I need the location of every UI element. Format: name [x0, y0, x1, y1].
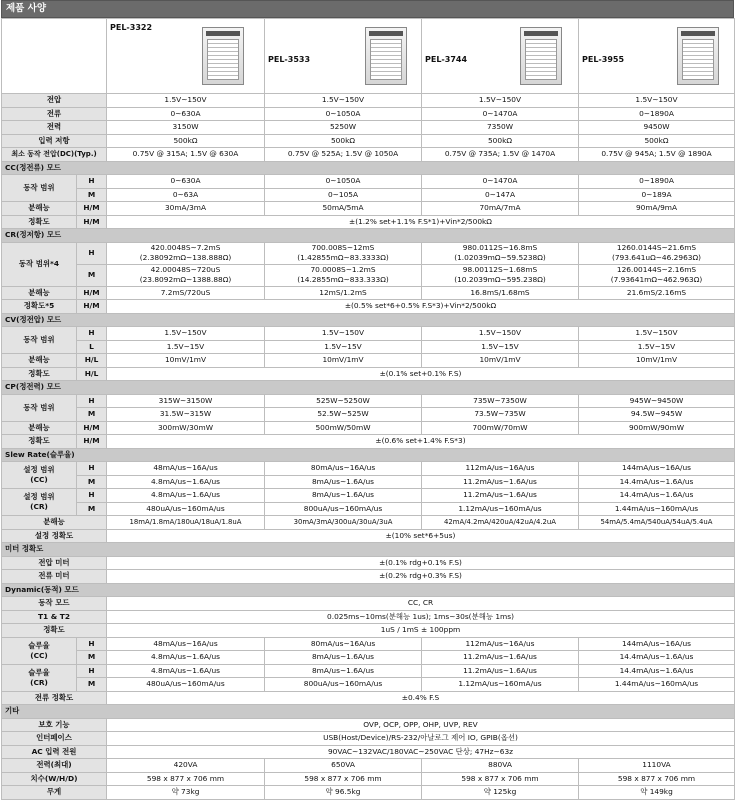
row-slew-cc-m: M 4.8mA/us~1.6A/us 8mA/us~1.6A/us 11.2mA/us~1.6A/us 14.4mA/us~1.6A/us	[2, 475, 735, 489]
row-cr-resolution: 분해능 H/M 7.2mS/720uS 12mS/1.2mS 16.8mS/1.68mS 21.6mS/2.16mS	[2, 286, 735, 300]
model-header-row	[2, 19, 735, 94]
spec-table	[1, 18, 735, 800]
product-image	[677, 27, 719, 85]
row-ac-input: AC 입력 전원 90VAC~132VAC/180VAC~250VAC 단상; 47Hz~63z	[2, 745, 735, 759]
row-protection: 보호 기능 OVP, OCP, OPP, OHP, UVP, REV	[2, 718, 735, 732]
row-cr-range-h: 동작 범위*4 H 420.0048S~7.2mS (2.38092mΩ~138.888Ω) 700.008S~12mS (1.42855mΩ~83.3333Ω) 980.0112S~16.8mS (1.02039mΩ~59.5238Ω) 1260.0144S~21.6mS (793.641uΩ~46.2963Ω)	[2, 242, 735, 264]
section-title-bar: 제품 사양	[1, 0, 734, 18]
row-dyn-cr-h: 슬루율 (CR) H 4.8mA/us~1.6A/us 8mA/us~1.6A/us 11.2mA/us~1.6A/us 14.4mA/us~1.6A/us	[2, 664, 735, 678]
row-dyn-cr-m: M 480uA/us~160mA/us 800uA/us~160mA/us 1.12mA/us~160mA/us 1.44mA/us~160mA/us	[2, 678, 735, 692]
row-weight: 무게 약 73kg 약 96.5kg 약 125kg 약 149kg	[2, 786, 735, 800]
row-dimensions: 치수(W/H/D) 598 x 877 x 706 mm 598 x 877 x 706 mm 598 x 877 x 706 mm 598 x 877 x 706 mm	[2, 772, 735, 786]
row-slew-cc-h: 설정 범위 (CC) H 48mA/us~16A/us 80mA/us~16A/us 112mA/us~16A/us 144mA/us~16A/us	[2, 462, 735, 476]
model-cell-2	[265, 19, 422, 94]
section-meter: 미터 정확도	[2, 543, 735, 557]
model-name: PEL-3955	[582, 55, 625, 64]
row-cp-accuracy: 정확도 H/M ±(0.6% set+1.4% F.S*3)	[2, 435, 735, 449]
row-current: 전류 0~630A 0~1050A 0~1470A 0~1890A	[2, 107, 735, 121]
row-dyn-accuracy: 정확도 1uS / 1mS ± 100ppm	[2, 624, 735, 638]
section-cp: CP(정전력) 모드	[2, 381, 735, 395]
model-name: PEL-3322	[110, 23, 153, 32]
row-slew-resolution: 분해능 18mA/1.8mA/180uA/18uA/1.8uA 30mA/3mA/300uA/30uA/3uA 42mA/4.2mA/420uA/42uA/4.2uA 54mA/5.4mA/540uA/54uA/5.4uA	[2, 516, 735, 530]
row-dyn-cc-m: M 4.8mA/us~1.6A/us 8mA/us~1.6A/us 11.2mA/us~1.6A/us 14.4mA/us~1.6A/us	[2, 651, 735, 665]
row-cp-range-h: 동작 범위 H 315W~3150W 525W~5250W 735W~7350W 945W~9450W	[2, 394, 735, 408]
row-cr-range-m: M 42.00048S~720uS (23.8092mΩ~1388.88Ω) 70.0008S~1.2mS (14.2855mΩ~833.333Ω) 98.00112S~1.68mS (10.2039mΩ~595.238Ω) 126.00144S~2.16mS (7.93641mΩ~462.963Ω)	[2, 264, 735, 286]
section-cc: CC(정전류) 모드	[2, 161, 735, 175]
row-cv-range-h: 동작 범위 H 1.5V~150V 1.5V~150V 1.5V~150V 1.5V~150V	[2, 327, 735, 341]
row-meter-voltage: 전압 미터 ±(0.1% rdg+0.1% F.S)	[2, 556, 735, 570]
row-voltage: 전압 1.5V~150V 1.5V~150V 1.5V~150V 1.5V~150V	[2, 94, 735, 108]
row-meter-current: 전류 미터 ±(0.2% rdg+0.3% F.S)	[2, 570, 735, 584]
row-power-max: 전력(최대) 420VA 650VA 880VA 1110VA	[2, 759, 735, 773]
model-cell-3	[422, 19, 579, 94]
section-slew-rate: Slew Rate(슬루율)	[2, 448, 735, 462]
row-dyn-mode: 동작 모드 CC, CR	[2, 597, 735, 611]
row-dyn-current-accuracy: 전류 정확도 ±0.4% F.S	[2, 691, 735, 705]
row-min-voltage: 최소 동작 전압(DC)(Typ.) 0.75V @ 315A; 1.5V @ 630A 0.75V @ 525A; 1.5V @ 1050A 0.75V @ 735A; 1.5V @ 1470A 0.75V @ 945A; 1.5V @ 1890A	[2, 148, 735, 162]
model-name: PEL-3533	[268, 55, 311, 64]
section-cr: CR(정저항) 모드	[2, 229, 735, 243]
row-cc-range-m: M 0~63A 0~105A 0~147A 0~189A	[2, 188, 735, 202]
row-cr-accuracy: 정확도*5 H/M ±(0.5% set*6+0.5% F.S*3)+Vin*2/500kΩ	[2, 300, 735, 314]
section-cv: CV(정전압) 모드	[2, 313, 735, 327]
row-cc-accuracy: 정확도 H/M ±(1.2% set+1.1% F.S*1)+Vin*2/500kΩ	[2, 215, 735, 229]
model-cell-4	[579, 19, 735, 94]
row-slew-cr-h: 설정 범위 (CR) H 4.8mA/us~1.6A/us 8mA/us~1.6A/us 11.2mA/us~1.6A/us 14.4mA/us~1.6A/us	[2, 489, 735, 503]
product-image	[520, 27, 562, 85]
row-cv-range-l: L 1.5V~15V 1.5V~15V 1.5V~15V 1.5V~15V	[2, 340, 735, 354]
row-power: 전력 3150W 5250W 7350W 9450W	[2, 121, 735, 135]
row-cp-range-m: M 31.5W~315W 52.5W~525W 73.5W~735W 94.5W~945W	[2, 408, 735, 422]
row-slew-cr-m: M 480uA/us~160mA/us 800uA/us~160mA/us 1.12mA/us~160mA/us 1.44mA/us~160mA/us	[2, 502, 735, 516]
row-dyn-t1t2: T1 & T2 0.025ms~10ms(분해능 1us); 1ms~30s(분해능 1ms)	[2, 610, 735, 624]
spec-sheet	[1, 0, 734, 800]
product-image	[202, 27, 244, 85]
row-slew-accuracy: 설정 정확도 ±(10% set*6+5us)	[2, 529, 735, 543]
row-input-resistance: 입력 저항 500kΩ 500kΩ 500kΩ 500kΩ	[2, 134, 735, 148]
product-image	[365, 27, 407, 85]
row-cc-range-h: 동작 범위 H 0~630A 0~1050A 0~1470A 0~1890A	[2, 175, 735, 189]
row-cp-resolution: 분해능 H/M 300mW/30mW 500mW/50mW 700mW/70mW 900mW/90mW	[2, 421, 735, 435]
row-dyn-cc-h: 슬루율 (CC) H 48mA/us~16A/us 80mA/us~16A/us 112mA/us~16A/us 144mA/us~16A/us	[2, 637, 735, 651]
model-name: PEL-3744	[425, 55, 468, 64]
section-dynamic: Dynamic(동적) 모드	[2, 583, 735, 597]
row-interface: 인터페이스 USB(Host/Device)/RS-232/아날로그 제어 IO, GPIB(옵션)	[2, 732, 735, 746]
row-cv-resolution: 분해능 H/L 10mV/1mV 10mV/1mV 10mV/1mV 10mV/1mV	[2, 354, 735, 368]
row-cv-accuracy: 정확도 H/L ±(0.1% set+0.1% F.S)	[2, 367, 735, 381]
header-blank-cell	[2, 19, 107, 94]
section-etc: 기타	[2, 705, 735, 719]
model-cell-1	[107, 19, 265, 94]
row-cc-resolution: 분해능 H/M 30mA/3mA 50mA/5mA 70mA/7mA 90mA/9mA	[2, 202, 735, 216]
